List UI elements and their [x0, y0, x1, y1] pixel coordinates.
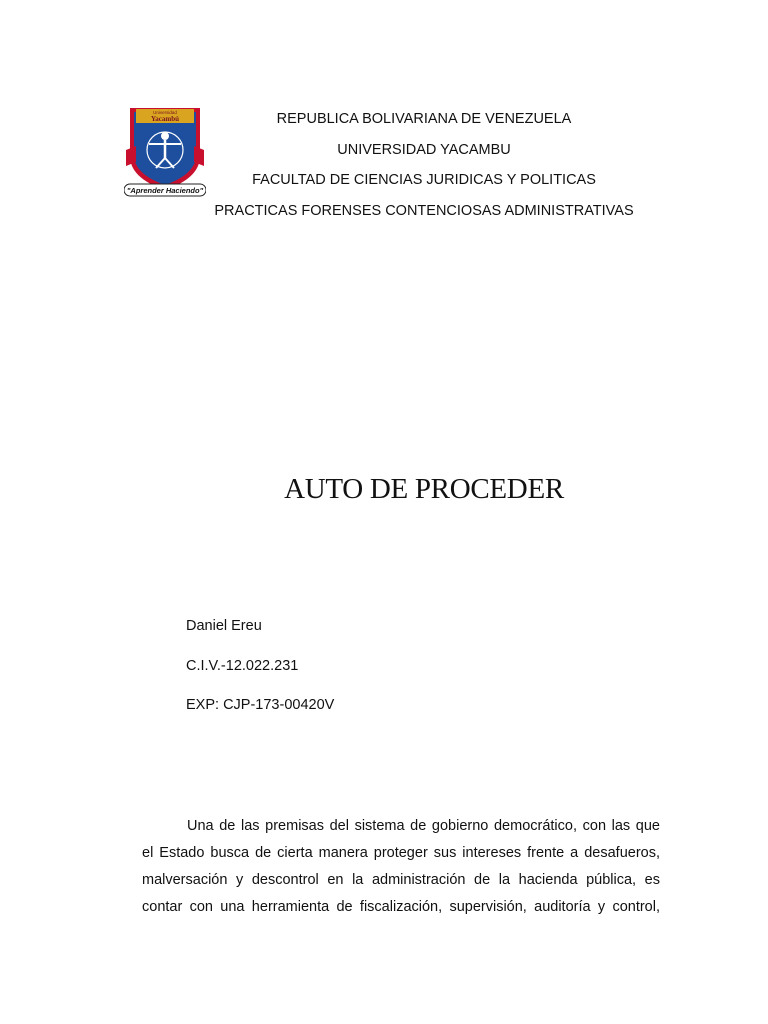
logo-name-line2: Yacambú	[150, 115, 180, 123]
logo-motto: "Aprender Haciendo"	[126, 186, 204, 195]
body-paragraph	[142, 813, 660, 921]
header-faculty: FACULTAD DE CIENCIAS JURIDICAS Y POLITICAS	[252, 172, 596, 188]
body-line: el Estado busca de cierta manera proteger sus intereses frente a desafueros,	[142, 845, 660, 861]
student-id: C.I.V.-12.022.231	[186, 658, 299, 674]
case-number: EXP: CJP-173-00420V	[186, 697, 335, 713]
header-university: UNIVERSIDAD YACAMBU	[337, 142, 511, 158]
logo-name-line1: Universidad	[153, 110, 177, 115]
header-course: PRACTICAS FORENSES CONTENCIOSAS ADMINISTRATIVAS	[214, 203, 634, 219]
body-line: malversación y descontrol en la administración de la hacienda pública, es	[142, 872, 660, 888]
body-line: contar con una herramienta de fiscalización, supervisión, auditoría y control,	[142, 899, 660, 915]
document-title: AUTO DE PROCEDER	[284, 473, 564, 505]
student-name: Daniel Ereu	[186, 618, 262, 634]
body-line: Una de las premisas del sistema de gobierno democrático, con las que	[187, 818, 660, 834]
header-country: REPUBLICA BOLIVARIANA DE VENEZUELA	[276, 111, 572, 127]
